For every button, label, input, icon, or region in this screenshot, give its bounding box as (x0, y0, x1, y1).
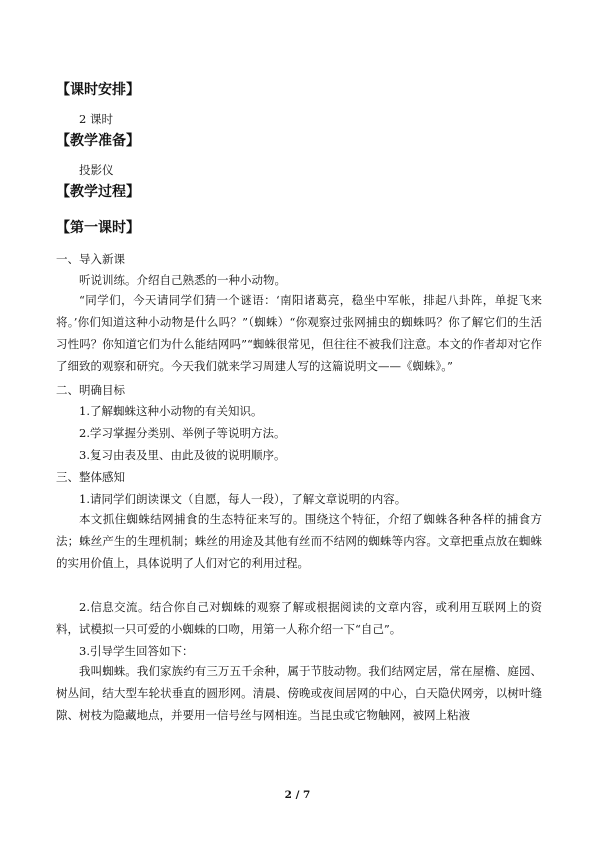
section1-paragraph: “同学们，今天请同学们猜一个谜语：‘南阳诸葛亮，稳坐中军帐，排起八卦阵，单捉飞来将。’你们知道这种小动物是什么吗？”（蜘蛛）“你观察过张网捕虫的蜘蛛吗？你了解它们的生活习性吗？你知道它们为什么能结网吗”“蜘蛛很常见，但往往不被我们注意。本文的作者却对它作了细致的观察和研究。今天我们就来学习周建人写的这篇说明文——《蜘蛛》。” (56, 293, 542, 373)
section3-item-3: 3.引导学生回答如下： (79, 644, 194, 658)
schedule-value: 2 课时 (79, 112, 113, 126)
section2-item-1: 1.了解蜘蛛这种小动物的有关知识。 (79, 404, 263, 418)
preparation-value: 投影仪 (79, 163, 114, 177)
section3-paragraph-3: 我叫蜘蛛。我们家族约有三万五千余种，属于节肢动物。我们结网定居，常在屋檐、庭园、树丛间，结大型车轮状垂直的圆形网。清晨、傍晚或夜间居网的中心，白天隐伏网旁，以树叶缝隙、树枝为隐藏地点，并要用一信号丝与网相连。当昆虫或它物触网，被网上粘液 (56, 664, 542, 722)
heading-schedule: 【课时安排】 (56, 82, 140, 98)
heading-first-lesson: 【第一课时】 (56, 220, 140, 236)
section2-item-3: 3.复习由表及里、由此及彼的说明顺序。 (79, 448, 286, 462)
section3-paragraph-2: 2.信息交流。结合你自己对蜘蛛的观察了解或根据阅读的文章内容，或利用互联网上的资料，试模拟一只可爱的小蜘蛛的口吻，用第一人称介绍一下“自己”。 (56, 600, 542, 636)
section1-title: 一、导入新课 (56, 252, 125, 266)
page-number: 2 / 7 (284, 789, 311, 801)
section3-title: 三、整体感知 (56, 470, 125, 484)
heading-process: 【教学过程】 (56, 184, 140, 200)
section1-line1: 听说训练。介绍自己熟悉的一种小动物。 (79, 273, 286, 287)
heading-preparation: 【教学准备】 (56, 133, 140, 149)
section3-item-1: 1.请同学们朗读课文（自愿，每人一段），了解文章说明的内容。 (79, 492, 407, 506)
section2-title: 二、明确目标 (56, 383, 125, 397)
section3-paragraph-1: 本文抓住蜘蛛结网捕食的生态特征来写的。围绕这个特征，介绍了蜘蛛各种各样的捕食方法；蛛丝产生的生理机制；蛛丝的用途及其他有丝而不结网的蜘蛛等内容。文章把重点放在蜘蛛的实用价值上，具体说明了人们对它的利用过程。 (56, 512, 542, 570)
section2-item-2: 2.学习掌握分类别、举例子等说明方法。 (79, 426, 286, 440)
